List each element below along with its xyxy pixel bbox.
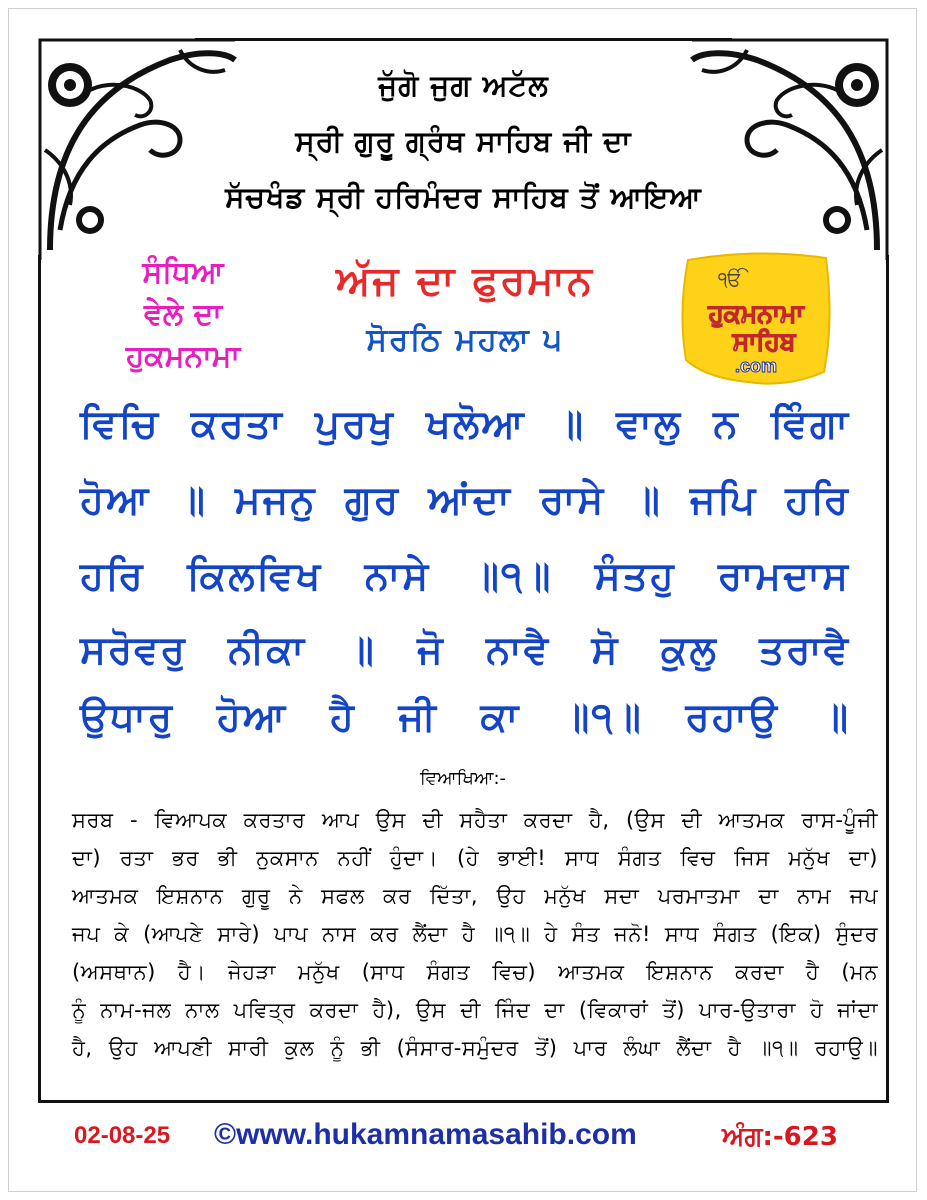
logo-line-2: ਸਾਹਿਬ — [732, 327, 796, 356]
footer-website-link[interactable]: ©www.hukamnamasahib.com — [214, 1118, 637, 1151]
header-line-3: ਸੱਚਖੰਡ ਸ੍ਰੀ ਹਰਿਮੰਦਰ ਸਾਹਿਬ ਤੋਂ ਆਇਆ — [225, 180, 702, 214]
explanation-heading: ਵਿਆਖਿਆ:- — [420, 768, 506, 789]
explanation-line-6: ਨੂੰ ਨਾਮ-ਜਲ ਨਾਲ ਪਵਿਤ੍ਰ ਕਰਦਾ ਹੈ), ਉਸ ਦੀ ਜਿੰਦ ਦਾ (ਵਿਕਾਰਾਂ ਤੋਂ) ਪਾਰ-ਉਤਾਰਾ ਹੋ ਜਾਂਦਾ — [72, 998, 878, 1022]
border-right-line — [886, 255, 889, 1100]
side-label-line-3: ਹੁਕਮਨਾਮਾ — [125, 339, 241, 374]
side-label-line-1: ਸੰਧਿਆ — [142, 255, 224, 290]
border-left-line — [38, 255, 41, 1100]
explanation-line-1: ਸਰਬ - ਵਿਆਪਕ ਕਰਤਾਰ ਆਪ ਉਸ ਦੀ ਸਹੈਤਾ ਕਰਦਾ ਹੈ, (ਉਸ ਦੀ ਆਤਮਕ ਰਾਸ-ਪੂੰਜੀ — [72, 808, 878, 832]
explanation-line-3: ਆਤਮਕ ਇਸ਼ਨਾਨ ਗੁਰੂ ਨੇ ਸਫਲ ਕਰ ਦਿੱਤਾ, ਉਹ ਮਨੁੱਖ ਸਦਾ ਪਰਮਾਤਮਾ ਦਾ ਨਾਮ ਜਪ — [72, 884, 878, 908]
logo-line-3: .com — [734, 356, 778, 376]
header-line-2: ਸ੍ਰੀ ਗੁਰੂ ਗ੍ਰੰਥ ਸਾਹਿਬ ਜੀ ਦਾ — [295, 124, 632, 158]
gurbani-line-5: ਉਧਾਰੁ ਹੋਆ ਹੈ ਜੀ ਕਾ ॥੧॥ ਰਹਾਉ ॥ — [80, 695, 850, 740]
footer-ang-number: ਅੰਗ:-623 — [722, 1122, 838, 1152]
header-line-1: ਜੁੱਗੋ ਜੁਗ ਅਟੱਲ — [378, 68, 549, 102]
ik-onkar-symbol: ੴ — [718, 267, 743, 291]
side-label-line-2: ਵੇਲੇ ਦਾ — [144, 297, 222, 332]
gurbani-line-4: ਸਰੋਵਰੁ ਨੀਕਾ ॥ ਜੋ ਨਾਵੈ ਸੋ ਕੁਲੁ ਤਰਾਵੈ — [80, 628, 850, 673]
explanation-line-2: ਦਾ) ਰਤਾ ਭਰ ਭੀ ਨੁਕਸਾਨ ਨਹੀਂ ਹੁੰਦਾ। (ਹੇ ਭਾਈ! ਸਾਧ ਸੰਗਤ ਵਿਚ ਜਿਸ ਮਨੁੱਖ ਦਾ) — [72, 846, 878, 870]
footer — [0, 1118, 927, 1158]
page-title: ਅੱਜ ਦਾ ਫੁਰਮਾਨ — [336, 258, 594, 304]
explanation-line-7: ਹੈ, ਉਹ ਆਪਣੀ ਸਾਰੀ ਕੁਲ ਨੂੰ ਭੀ (ਸੰਸਾਰ-ਸਮੁੰਦਰ ਤੋਂ) ਪਾਰ ਲੰਘਾ ਲੈਂਦਾ ਹੈ ॥੧॥ ਰਹਾਉ॥ — [72, 1036, 878, 1060]
border-bottom-line — [38, 1100, 889, 1103]
logo-line-1: ਹੁਕਮਨਾਮਾ — [708, 299, 804, 328]
gurbani-line-1: ਵਿਚਿ ਕਰਤਾ ਪੁਰਖੁ ਖਲੋਆ ॥ ਵਾਲੁ ਨ ਵਿੰਗਾ — [80, 402, 850, 447]
footer-date: 02-08-25 — [74, 1122, 171, 1149]
gurbani-line-3: ਹਰਿ ਕਿਲਵਿਖ ਨਾਸੇ ॥੧॥ ਸੰਤਹੁ ਰਾਮਦਾਸ — [80, 554, 850, 599]
hukamnama-sahib-logo — [676, 242, 836, 396]
page-subtitle: ਸੋਰਠਿ ਮਹਲਾ ੫ — [366, 322, 564, 358]
explanation-line-5: (ਅਸਥਾਨ) ਹੈ। ਜੇਹੜਾ ਮਨੁੱਖ (ਸਾਧ ਸੰਗਤ ਵਿਚ) ਆਤਮਕ ਇਸ਼ਨਾਨ ਕਰਦਾ ਹੈ (ਮਨ — [72, 960, 878, 984]
explanation-line-4: ਜਪ ਕੇ (ਆਪਣੇ ਸਾਰੇ) ਪਾਪ ਨਾਸ ਕਰ ਲੈਂਦਾ ਹੈ ॥੧॥ ਹੇ ਸੰਤ ਜਨੋ! ਸਾਧ ਸੰਗਤ (ਇਕ) ਸੁੰਦਰ — [72, 922, 878, 946]
border-top-line — [195, 38, 732, 41]
gurbani-line-2: ਹੋਆ ॥ ਮਜਨੁ ਗੁਰ ਆਂਦਾ ਰਾਸੇ ॥ ਜਪਿ ਹਰਿ — [80, 478, 850, 523]
